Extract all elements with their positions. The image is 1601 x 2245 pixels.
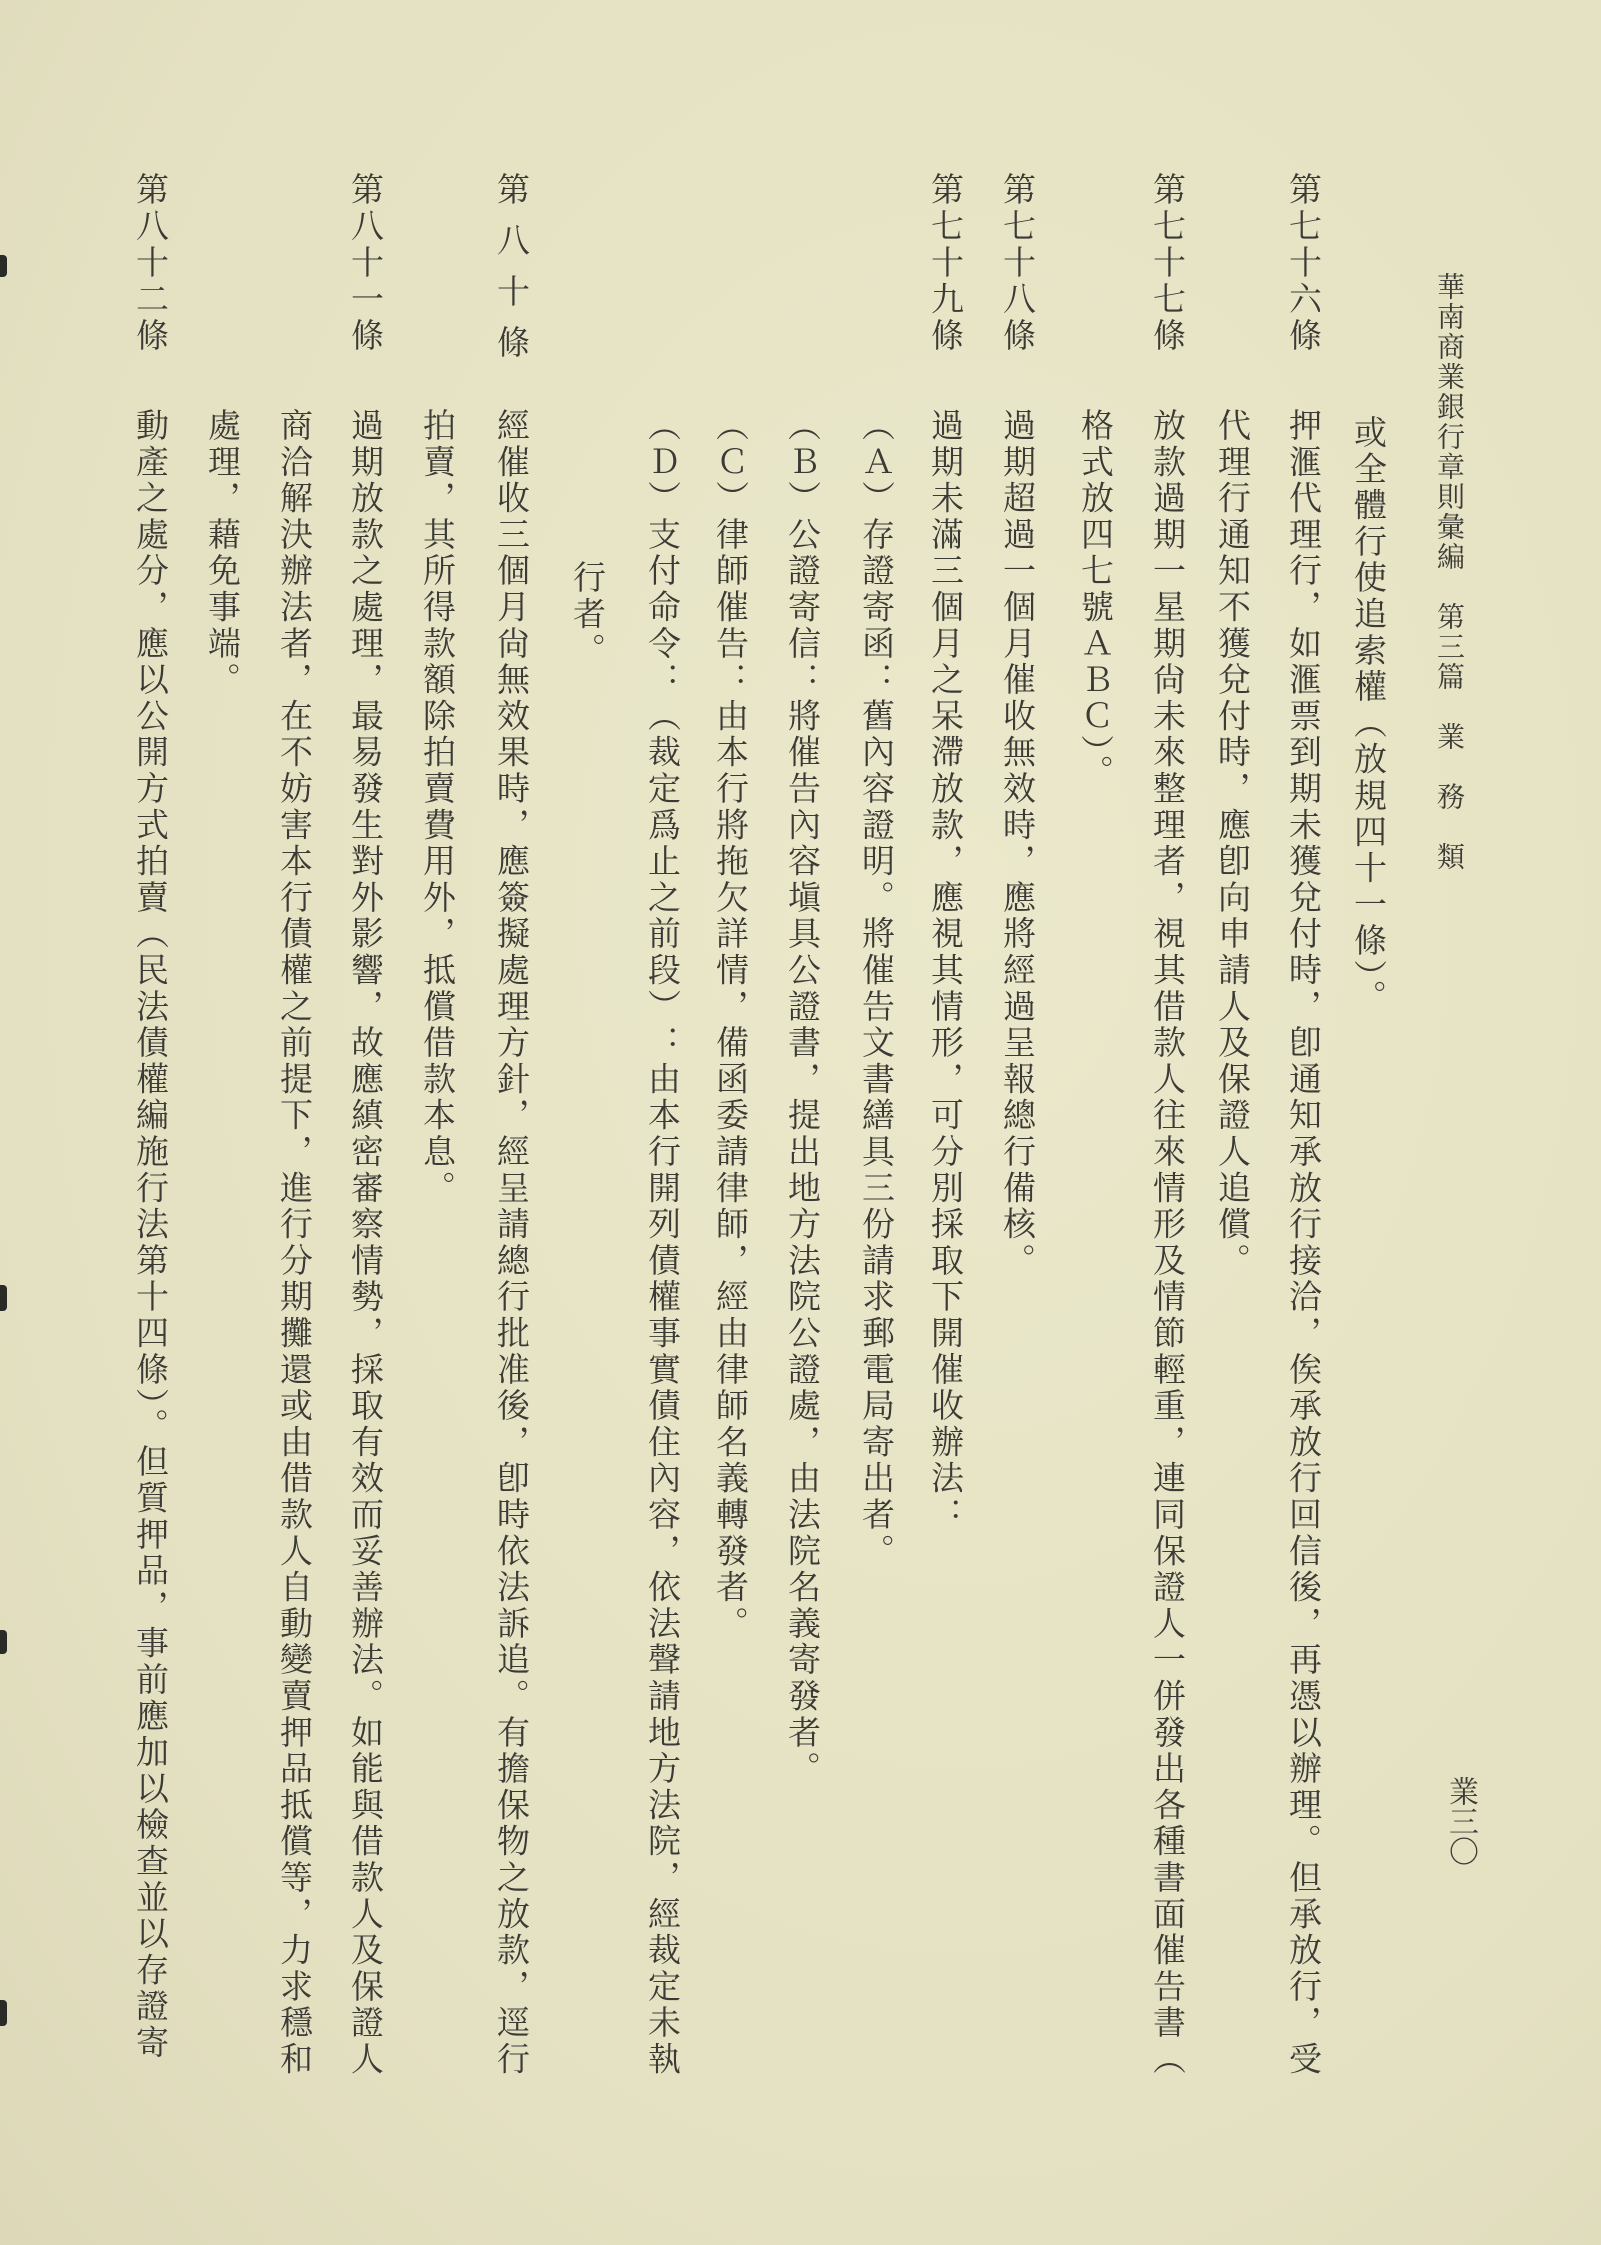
text-line: 或全體行使追索權（放規四十一條）。 <box>1349 415 1388 1016</box>
binding-hole <box>0 1285 7 1311</box>
text-line: 過期放款之處理，最易發生對外影響，故應縝密審察情勢，採取有效而妥善辦法。如能與借款人及保證人 <box>346 408 385 2078</box>
text-line: 押滙代理行，如滙票到期未獲兌付時，卽通知承放行接洽，俟承放行回信後，再憑以辦理。但承放行，受 <box>1284 408 1323 2078</box>
text-line: 處理，藉免事端。 <box>203 408 242 699</box>
list-item-b: （Ｂ）公證寄信：將催告內容塡具公證書，提出地方法院公證處，由法院名義寄發者。 <box>783 408 822 1788</box>
list-item-c: （Ｃ）律師催告：由本行將拖欠詳情，備函委請律師，經由律師名義轉發者。 <box>711 408 750 1643</box>
article-label-82: 第八十二條 <box>131 172 170 355</box>
text-line: 動產之處分，應以公開方式拍賣（民法債權編施行法第十四條）。但質押品，事前應加以檢查並以存證寄 <box>131 408 170 2062</box>
article-label-76: 第七十六條 <box>1284 172 1323 355</box>
article-label-79: 第七十九條 <box>926 172 965 355</box>
article-label-81: 第八十一條 <box>346 172 385 355</box>
list-item-d: （Ｄ）支付命令：（裁定爲止之前段）：由本行開列債權事實債住內容，依法聲請地方法院，經裁定未執 <box>643 408 682 2078</box>
article-label-77: 第七十七條 <box>1148 172 1187 355</box>
binding-hole <box>0 1630 7 1654</box>
binding-hole <box>0 255 7 277</box>
text-line: 拍賣，其所得款額除拍賣費用外，抵償借款本息。 <box>418 408 457 1207</box>
article-label-80: 第八十條 <box>492 172 531 376</box>
text-line: 過期未滿三個月之呆滯放款，應視其情形，可分別採取下開催收辦法： <box>926 408 965 1534</box>
binding-hole <box>0 2000 7 2026</box>
text-line: 代理行通知不獲兌付時，應卽向申請人及保證人追償。 <box>1213 408 1252 1280</box>
running-header: 華南商業銀行章則彙編 第三篇 業 務 類 <box>1433 272 1466 872</box>
article-label-78: 第七十八條 <box>998 172 1037 355</box>
text-line: 放款過期一星期尙未來整理者，視其借款人往來情形及情節輕重，連同保證人一併發出各種書面催告書（ <box>1148 408 1187 2078</box>
text-line: 行者。 <box>568 560 607 669</box>
text-line: 經催收三個月尙無效果時，應簽擬處理方針，經呈請總行批准後，卽時依法訴追。有擔保物之放款，逕行 <box>492 408 531 2078</box>
text-line: 格式放四七號ＡＢＣ）。 <box>1076 408 1115 791</box>
list-item-a: （Ａ）存證寄函：舊內容證明。將催告文書繕具三份請求郵電局寄出者。 <box>857 408 896 1570</box>
page-number: 業三〇 <box>1443 1776 1478 1866</box>
text-line: 過期超過一個月催收無效時，應將經過呈報總行備核。 <box>998 408 1037 1280</box>
text-line: 商洽解決辦法者，在不妨害本行債權之前提下，進行分期攤還或由借款人自動變賣押品抵償等，力求穩和 <box>275 408 314 2078</box>
